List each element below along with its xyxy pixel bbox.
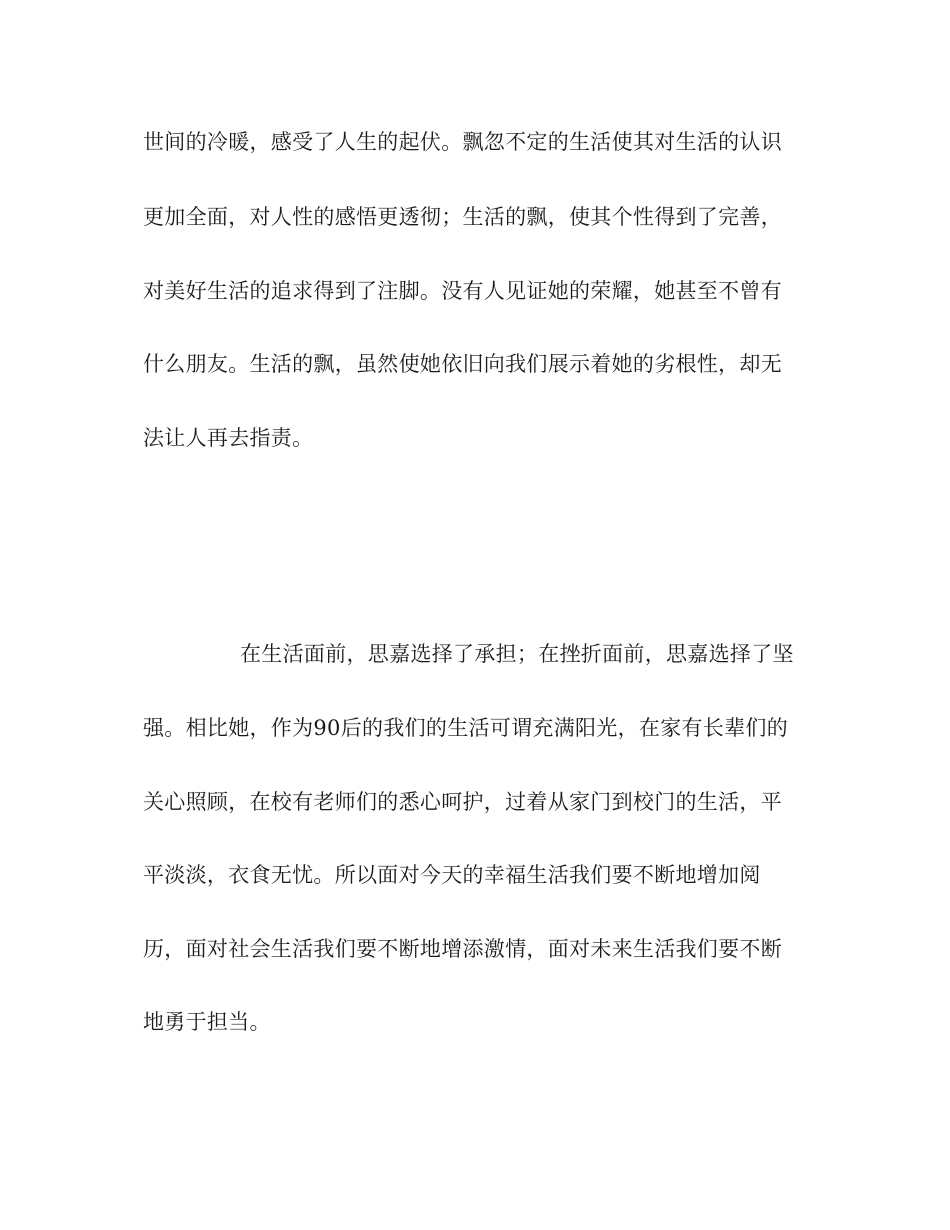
paragraph-line: 更加全面，对人性的感悟更透彻；生活的飘，使其个性得到了完善， [143, 205, 782, 229]
paragraph-line: 地勇于担当。 [143, 1010, 271, 1034]
paragraph-line: 历，面对社会生活我们要不断地增添激情，面对未来生活我们要不断 [143, 937, 782, 961]
paragraph-line: 关心照顾，在校有老师们的悉心呵护，过着从家门到校门的生活，平 [143, 790, 782, 814]
paragraph-line: 世间的冷暖，感受了人生的起伏。飘忽不定的生活使其对生活的认识 [143, 130, 782, 154]
paragraph-line: 强。相比她，作为90后的我们的生活可谓充满阳光，在家有长辈们的 [143, 716, 789, 740]
paragraph-line: 什么朋友。生活的飘，虽然使她依旧向我们展示着她的劣根性，却无 [143, 352, 782, 376]
paragraph-line: 平淡淡，衣食无忧。所以面对今天的幸福生活我们要不断地增加阅 [143, 863, 761, 887]
paragraph-line: 法让人再去指责。 [143, 426, 314, 450]
paragraph-line: 在生活面前，思嘉选择了承担；在挫折面前，思嘉选择了坚 [240, 642, 794, 666]
paragraph-line: 对美好生活的追求得到了注脚。没有人见证她的荣耀，她甚至不曾有 [143, 279, 782, 303]
